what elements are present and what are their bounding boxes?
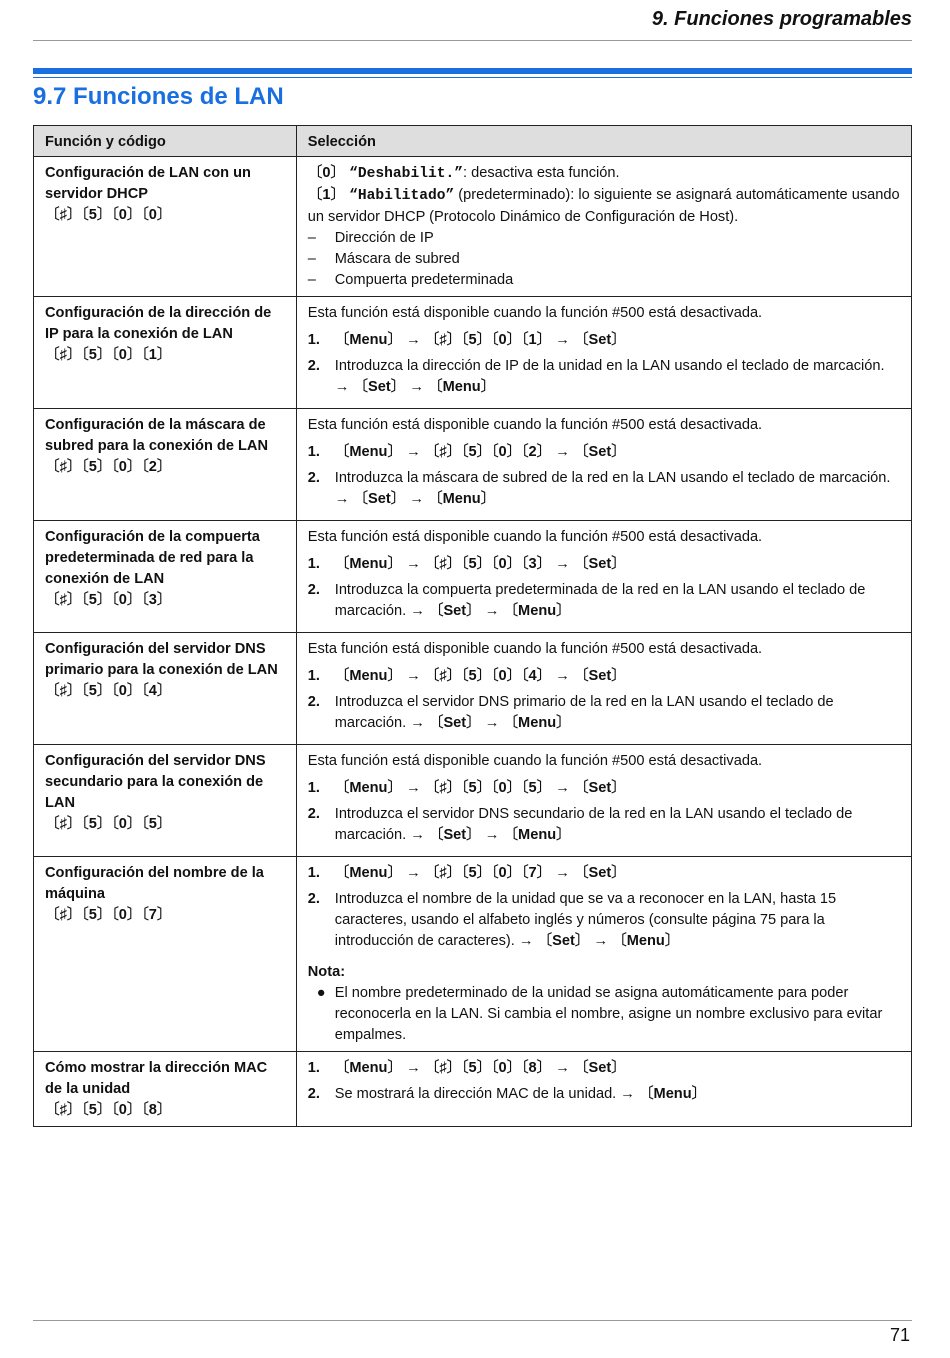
function-code: 〔♯〕〔5〕〔0〕〔3〕 [45, 592, 172, 608]
selection-cell [296, 857, 911, 1052]
table-row [34, 409, 912, 521]
table-row [34, 745, 912, 857]
function-name: Configuración de la compuerta predeterminada de red para la conexión de LAN [45, 529, 260, 587]
footer-rule [33, 1320, 912, 1321]
function-code: 〔♯〕〔5〕〔0〕〔4〕 [45, 683, 172, 699]
step-2: 2. Introduzca el servidor DNS secundario de la red en la LAN usando el teclado de marcación. → 〔Set〕 → 〔Menu〕 [307, 806, 853, 843]
function-code: 〔♯〕〔5〕〔0〕〔0〕 [45, 207, 172, 223]
table-row [34, 857, 912, 1052]
selection-cell [296, 1052, 911, 1127]
step-2: 2. Introduzca el servidor DNS primario de la red en la LAN usando el teclado de marcación. → 〔Set〕 → 〔Menu〕 [307, 694, 834, 731]
selection-cell [296, 521, 911, 633]
step-2: 2. Introduzca el nombre de la unidad que se va a reconocer en la LAN, hasta 15 caracteres, usando el alfabeto inglés y números (consulte página 75 para la introducción de caracteres). → 〔Set〕 → 〔Menu〕 [307, 891, 837, 949]
function-name: Configuración de la dirección de IP para la conexión de LAN [45, 305, 272, 342]
table-row [34, 521, 912, 633]
function-cell [34, 745, 297, 857]
availability-text: Esta función está disponible cuando la función #500 está desactivada. [307, 753, 763, 769]
step-1: 1. 〔Menu〕 → 〔♯〕〔5〕〔0〕〔2〕 → 〔Set〕 [307, 444, 626, 460]
table-row [34, 1052, 912, 1127]
function-name: Cómo mostrar la dirección MAC de la unidad [45, 1060, 268, 1097]
step-2: 2. Se mostrará la dirección MAC de la unidad. → 〔Menu〕 [307, 1086, 707, 1102]
availability-text: Esta función está disponible cuando la función #500 está desactivada. [307, 305, 763, 321]
header-function-code: Función y código [34, 126, 297, 157]
note-label: Nota: [307, 964, 346, 980]
step-2: 2. Introduzca la compuerta predeterminada de la red en la LAN usando el teclado de marcación. → 〔Set〕 → 〔Menu〕 [307, 582, 866, 619]
function-cell [34, 857, 297, 1052]
step-2: 2. Introduzca la dirección de IP de la unidad en la LAN usando el teclado de marcación. → 〔Set〕 → 〔Menu〕 [307, 358, 885, 395]
function-cell [34, 521, 297, 633]
section-bar-thin [33, 77, 912, 78]
function-name: Configuración de LAN con un servidor DHCP [45, 165, 251, 202]
section-bar [33, 68, 912, 74]
availability-text: Esta función está disponible cuando la función #500 está desactivada. [307, 641, 763, 657]
function-cell [34, 1052, 297, 1127]
selection-cell [296, 297, 911, 409]
selection-cell [296, 633, 911, 745]
availability-text: Esta función está disponible cuando la función #500 está desactivada. [307, 529, 763, 545]
note-bullet: ● El nombre predeterminado de la unidad se asigna automáticamente para poder reconocerla en la LAN. Si cambia el nombre, asigne un nombre exclusivo para evitar empalmes. [316, 985, 883, 1043]
function-code: 〔♯〕〔5〕〔0〕〔8〕 [45, 1102, 172, 1118]
running-header: 9. Funciones programables [651, 8, 912, 30]
option-enable: 〔1〕 “Habilitado” (predeterminado): lo siguiente se asignará automáticamente usando un servidor DHCP (Protocolo Dinámico de Configuración de Host). [307, 187, 900, 225]
step-1: 1. 〔Menu〕 → 〔♯〕〔5〕〔0〕〔8〕 → 〔Set〕 [307, 1060, 626, 1076]
table-row [34, 297, 912, 409]
step-1: 1. 〔Menu〕 → 〔♯〕〔5〕〔0〕〔4〕 → 〔Set〕 [307, 668, 626, 684]
section-title: 9.7 Funciones de LAN [33, 83, 284, 110]
function-code: 〔♯〕〔5〕〔0〕〔7〕 [45, 907, 172, 923]
function-name: Configuración del nombre de la máquina [45, 865, 264, 902]
function-name: Configuración del servidor DNS secundario para la conexión de LAN [45, 753, 266, 811]
table-row [34, 157, 912, 297]
function-name: Configuración del servidor DNS primario para la conexión de LAN [45, 641, 278, 678]
header-rule [33, 40, 912, 41]
function-name: Configuración de la máscara de subred para la conexión de LAN [45, 417, 269, 454]
list-item: – Dirección de IP [307, 230, 434, 246]
header-selection: Selección [296, 126, 911, 157]
function-cell [34, 409, 297, 521]
availability-text: Esta función está disponible cuando la función #500 está desactivada. [307, 417, 763, 433]
page-number: 71 [889, 1325, 910, 1345]
function-cell [34, 157, 297, 297]
step-1: 1. 〔Menu〕 → 〔♯〕〔5〕〔0〕〔3〕 → 〔Set〕 [307, 556, 626, 572]
function-code: 〔♯〕〔5〕〔0〕〔5〕 [45, 816, 172, 832]
function-cell [34, 633, 297, 745]
function-code: 〔♯〕〔5〕〔0〕〔2〕 [45, 459, 172, 475]
selection-cell [296, 409, 911, 521]
selection-cell [296, 745, 911, 857]
step-1: 1. 〔Menu〕 → 〔♯〕〔5〕〔0〕〔5〕 → 〔Set〕 [307, 780, 626, 796]
lan-functions-table [33, 125, 912, 1127]
list-item: – Máscara de subred [307, 251, 460, 267]
function-cell [34, 297, 297, 409]
bullet-icon: ● [316, 985, 326, 1001]
function-code: 〔♯〕〔5〕〔0〕〔1〕 [45, 347, 172, 363]
table-row [34, 633, 912, 745]
list-item: – Compuerta predeterminada [307, 272, 514, 288]
table-header-row [34, 126, 912, 157]
step-2: 2. Introduzca la máscara de subred de la red en la LAN usando el teclado de marcación. → 〔Set〕 → 〔Menu〕 [307, 470, 891, 507]
step-1: 1. 〔Menu〕 → 〔♯〕〔5〕〔0〕〔1〕 → 〔Set〕 [307, 332, 626, 348]
option-disable: 〔0〕 “Deshabilit.”: desactiva esta función. [307, 165, 620, 182]
step-1: 1. 〔Menu〕 → 〔♯〕〔5〕〔0〕〔7〕 → 〔Set〕 [307, 865, 626, 881]
selection-cell [296, 157, 911, 297]
